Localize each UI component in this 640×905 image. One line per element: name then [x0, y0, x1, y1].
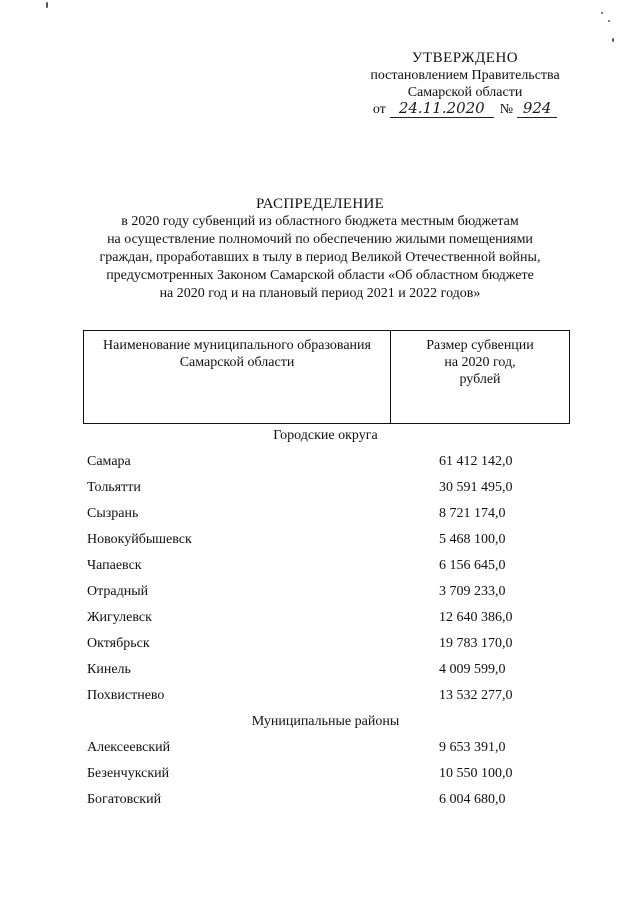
heading-line-1: в 2020 году субвенций из областного бюджета местным бюджетам: [121, 214, 519, 229]
row-name: Алексеевский: [87, 740, 171, 755]
handwritten-number: 924: [522, 99, 552, 117]
header-subvention-line-1: Размер субвенции: [426, 338, 534, 353]
heading-line-4: предусмотренных Законом Самарской области «Об областном бюджете: [106, 268, 534, 283]
table-row: [0, 454, 640, 474]
table-row: [0, 532, 640, 552]
row-value: 3 709 233,0: [439, 584, 506, 599]
table-header: [83, 330, 570, 424]
approval-line-2: Самарской области: [407, 85, 523, 100]
row-name: Октябрьск: [87, 636, 150, 651]
approval-title: УТВЕРЖДЕНО: [411, 50, 519, 66]
handwritten-date: 24.11.2020: [398, 99, 485, 117]
row-value: 61 412 142,0: [439, 454, 513, 469]
header-municipality: [84, 331, 391, 423]
row-name: Самара: [87, 454, 131, 469]
row-name: Чапаевск: [87, 558, 142, 573]
heading-line-3: граждан, проработавших в тылу в период Великой Отечественной войны,: [99, 250, 541, 265]
document-heading: [60, 195, 580, 303]
from-label: от: [372, 102, 386, 117]
table-row: [0, 480, 640, 500]
row-name: Тольятти: [87, 480, 141, 495]
table-row: [0, 584, 640, 604]
row-value: 8 721 174,0: [439, 506, 506, 521]
row-value: 13 532 277,0: [439, 688, 513, 703]
table-row: [0, 792, 640, 812]
row-value: 12 640 386,0: [439, 610, 513, 625]
approval-line-1: постановлением Правительства: [370, 68, 560, 83]
row-value: 30 591 495,0: [439, 480, 513, 495]
row-value: 9 653 391,0: [439, 740, 506, 755]
row-value: 10 550 100,0: [439, 766, 513, 781]
scan-speck: [608, 20, 610, 22]
header-subvention-line-3: рублей: [459, 372, 501, 387]
row-value: 6 156 645,0: [439, 558, 506, 573]
heading-line-2: на осуществление полномочий по обеспечению жилыми помещениями: [107, 232, 533, 247]
row-value: 5 468 100,0: [439, 532, 506, 547]
row-name: Богатовский: [87, 792, 162, 807]
row-name: Кинель: [87, 662, 131, 677]
row-name: Похвистнево: [87, 688, 165, 703]
number-label: №: [499, 102, 514, 117]
heading-line-5: на 2020 год и на плановый период 2021 и 2022 годов»: [159, 286, 481, 301]
number-field: [517, 101, 557, 118]
table-row: [0, 766, 640, 786]
scan-speck: [601, 12, 603, 14]
header-subvention-line-2: на 2020 год,: [444, 355, 516, 370]
scan-speck: [612, 38, 614, 42]
approval-date-number-row: [350, 101, 580, 118]
row-name: Новокуйбышевск: [87, 532, 192, 547]
row-name: Отрадный: [87, 584, 149, 599]
header-municipality-line-2: Самарской области: [179, 355, 295, 370]
date-field: [390, 101, 494, 118]
row-name: Безенчукский: [87, 766, 170, 781]
table-row: [0, 662, 640, 682]
section-title-municipal-districts: Муниципальные районы: [251, 714, 400, 729]
row-value: 6 004 680,0: [439, 792, 506, 807]
section-title-city-districts: Городские округа: [273, 428, 378, 443]
table-row: [0, 740, 640, 760]
header-subvention: [391, 331, 569, 423]
heading-title: РАСПРЕДЕЛЕНИЕ: [255, 196, 385, 212]
scan-speck: [46, 2, 48, 8]
row-name: Жигулевск: [87, 610, 152, 625]
table-row: [0, 636, 640, 656]
row-name: Сызрань: [87, 506, 139, 521]
table-row: [0, 688, 640, 708]
table-row: [0, 558, 640, 578]
header-municipality-line-1: Наименование муниципального образования: [103, 338, 371, 353]
row-value: 19 783 170,0: [439, 636, 513, 651]
table-row: [0, 506, 640, 526]
row-value: 4 009 599,0: [439, 662, 506, 677]
approval-block: [350, 50, 580, 118]
table-row: [0, 610, 640, 630]
